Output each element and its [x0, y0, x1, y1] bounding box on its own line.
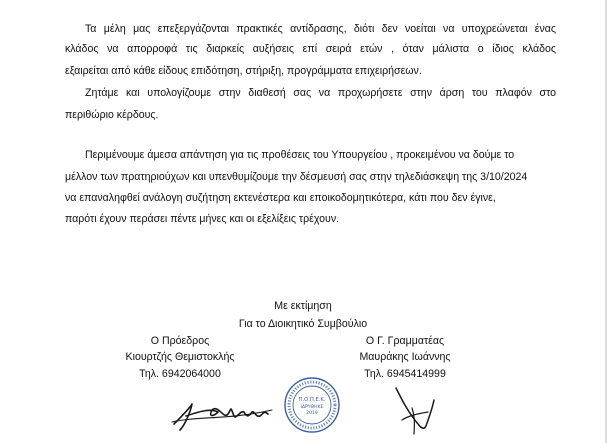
paragraph-3-line-2: μέλλον των πρατηριούχων και υπενθυμίζουμε την δέσμευσή σας στην τηλεδιάσκεψη της 3/10/2024: [65, 171, 528, 183]
secretary-phone: Τηλ. 6945414999: [364, 368, 446, 380]
paragraph-1-line-1: Τα μέλη μας επεξεργάζονται πρακτικές αντίδρασης, διότι δεν νοείται να υποχρεώνεται ένας: [85, 23, 556, 35]
paragraph-1-line-2: κλάδος να απορροφά τις διαρκείς αυξήσεις επί σειρά ετών , όταν μάλιστα ο ίδιος κλάδος: [65, 43, 556, 55]
stamp-seal-icon: [283, 376, 341, 434]
paragraph-3-line-4: παρότι έχουν περάσει πέντε μήνες και οι εξελίξεις τρέχουν.: [65, 213, 340, 225]
svg-text:ΙΔΡΥΘΗΚΕ: ΙΔΡΥΘΗΚΕ: [300, 405, 324, 410]
organization-stamp: [283, 376, 341, 434]
paragraph-2-line-1: Ζητάμε και υπολογίζουμε στην διαθεσή σας να προχωρήσετε στην άρση του πλαφόν στο: [85, 87, 556, 99]
secretary-name: Μαυράκης Ιωάννης: [359, 351, 451, 363]
closing-board: Για το Διοικητικό Συμβούλιο: [238, 318, 368, 330]
secretary-title: Ο Γ. Γραμματέας: [365, 335, 445, 347]
svg-text:Π.Ο.Π.Ε.Κ.: Π.Ο.Π.Ε.Κ.: [298, 397, 326, 403]
paragraph-2-line-2: περιθώριο κέρδους.: [65, 109, 159, 121]
paragraph-3-line-3: να επαναληφθεί ανάλογη συζήτηση εκτενέστερα και εποικοδομητικότερα, κάτι που δεν έγινε,: [65, 192, 496, 204]
president-title: Ο Πρόεδρος: [150, 335, 210, 347]
president-phone: Τηλ. 6942064000: [139, 368, 221, 380]
president-name: Κιουρτζής Θεμιστοκλής: [125, 351, 235, 363]
paragraph-3-line-1: Περιμένουμε άμεσα απάντηση για τις προθέσεις του Υπουργείου , προκειμένου να δούμε το: [85, 149, 515, 161]
svg-text:2019: 2019: [306, 411, 318, 416]
president-signature: [168, 386, 278, 436]
closing-regards: Με εκτίμηση: [274, 300, 332, 312]
paragraph-1-line-3: εξαιρείται από κάθε είδους επιδότηση, στήριξη, προγράμματα επιχειρήσεων.: [65, 65, 422, 77]
secretary-signature: [388, 380, 438, 440]
